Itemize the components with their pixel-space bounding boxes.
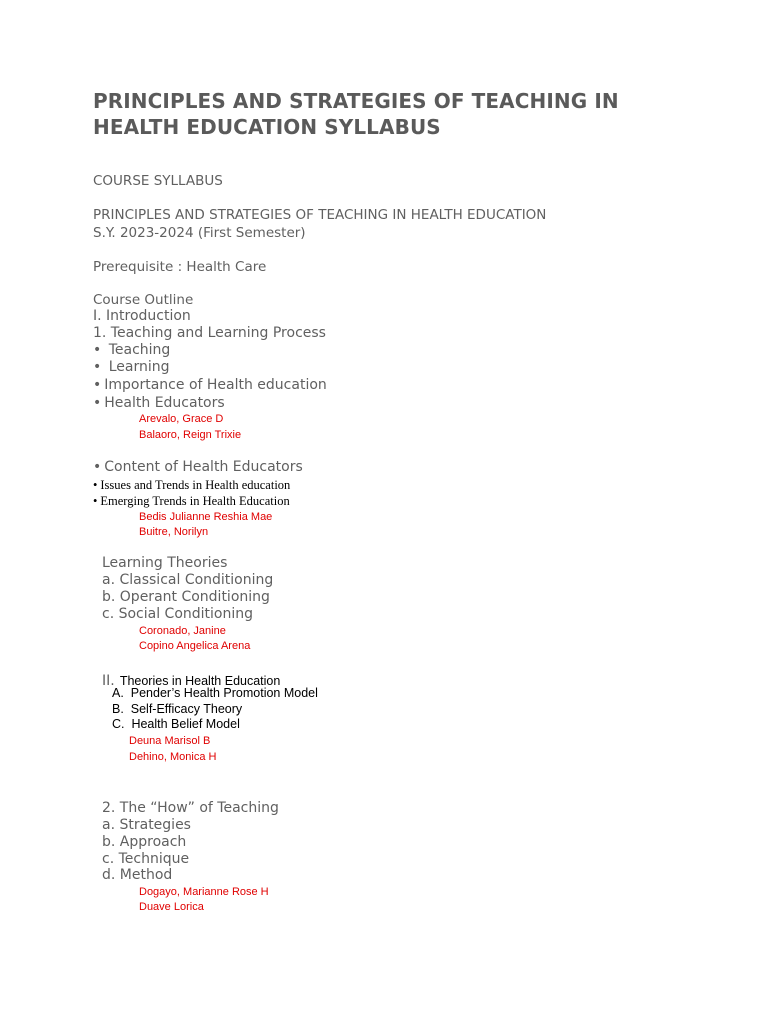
bullet-icon bbox=[93, 459, 104, 475]
bullet-teaching-label: Teaching bbox=[108, 342, 171, 358]
how-method: d. Method bbox=[102, 867, 173, 883]
bullet-icon bbox=[93, 359, 104, 375]
how-strategies: a. Strategies bbox=[102, 817, 191, 833]
document-title-line-1: PRINCIPLES AND STRATEGIES OF TEACHING IN bbox=[93, 89, 619, 113]
bullet-learning bbox=[93, 359, 170, 375]
theory-classical: a. Classical Conditioning bbox=[102, 572, 274, 588]
model-letter: C. bbox=[112, 717, 125, 731]
reporter-name: Dehino, Monica H bbox=[129, 751, 217, 763]
course-outline-heading: Course Outline bbox=[93, 292, 194, 308]
bullet-emerging-label: Emerging Trends in Health Education bbox=[100, 494, 290, 508]
bullet-importance-label: Importance of Health education bbox=[104, 377, 327, 393]
reporter-name: Balaoro, Reign Trixie bbox=[139, 429, 242, 441]
model-label: Self-Efficacy Theory bbox=[130, 702, 243, 716]
reporter-name: Copino Angelica Arena bbox=[139, 640, 251, 652]
document-title-line-2: HEALTH EDUCATION SYLLABUS bbox=[93, 115, 441, 139]
model-item bbox=[112, 686, 318, 700]
bullet-teaching bbox=[93, 342, 170, 358]
bullet-content bbox=[93, 459, 303, 475]
section-introduction: I. Introduction bbox=[93, 308, 191, 324]
how-technique: c. Technique bbox=[102, 851, 190, 867]
model-label: Health Belief Model bbox=[131, 717, 240, 731]
bullet-content-label: Content of Health Educators bbox=[104, 459, 303, 475]
model-label: Pender’s Health Promotion Model bbox=[130, 686, 318, 700]
bullet-icon bbox=[93, 395, 104, 411]
bullet-health-educators-label: Health Educators bbox=[104, 395, 225, 411]
bullet-icon bbox=[93, 377, 104, 393]
reporter-name: Buitre, Norilyn bbox=[139, 526, 209, 538]
theory-social: c. Social Conditioning bbox=[102, 606, 254, 622]
bullet-issues-label: Issues and Trends in Health education bbox=[100, 478, 291, 492]
bullet-importance bbox=[93, 377, 327, 393]
model-letter: B. bbox=[112, 702, 124, 716]
theory-operant: b. Operant Conditioning bbox=[102, 589, 270, 605]
course-syllabus-label: COURSE SYLLABUS bbox=[93, 173, 223, 189]
reporter-name: Bedis Julianne Reshia Mae bbox=[139, 511, 273, 523]
reporter-name: Arevalo, Grace D bbox=[139, 413, 224, 425]
learning-theories-heading: Learning Theories bbox=[102, 555, 228, 571]
bullet-emerging bbox=[93, 494, 290, 509]
topic-how-of-teaching: 2. The “How” of Teaching bbox=[102, 800, 279, 816]
school-year: S.Y. 2023-2024 (First Semester) bbox=[93, 225, 306, 241]
section-two-number: II. bbox=[102, 673, 115, 689]
prerequisite: Prerequisite : Health Care bbox=[93, 259, 267, 275]
reporter-name: Coronado, Janine bbox=[139, 625, 226, 637]
course-name: PRINCIPLES AND STRATEGIES OF TEACHING IN HEALTH EDUCATION bbox=[93, 207, 547, 223]
model-item bbox=[112, 702, 242, 716]
bullet-icon bbox=[93, 342, 104, 358]
model-item bbox=[112, 717, 240, 731]
reporter-name: Dogayo, Marianne Rose H bbox=[139, 886, 269, 898]
reporter-name: Duave Lorica bbox=[139, 901, 204, 913]
section-two-label: Theories in Health Education bbox=[119, 674, 281, 688]
bullet-health-educators bbox=[93, 395, 225, 411]
bullet-learning-label: Learning bbox=[108, 359, 170, 375]
reporter-name: Deuna Marisol B bbox=[129, 735, 211, 747]
bullet-issues bbox=[93, 478, 290, 493]
topic-teaching-learning-process: 1. Teaching and Learning Process bbox=[93, 325, 326, 341]
model-letter: A. bbox=[112, 686, 124, 700]
how-approach: b. Approach bbox=[102, 834, 187, 850]
